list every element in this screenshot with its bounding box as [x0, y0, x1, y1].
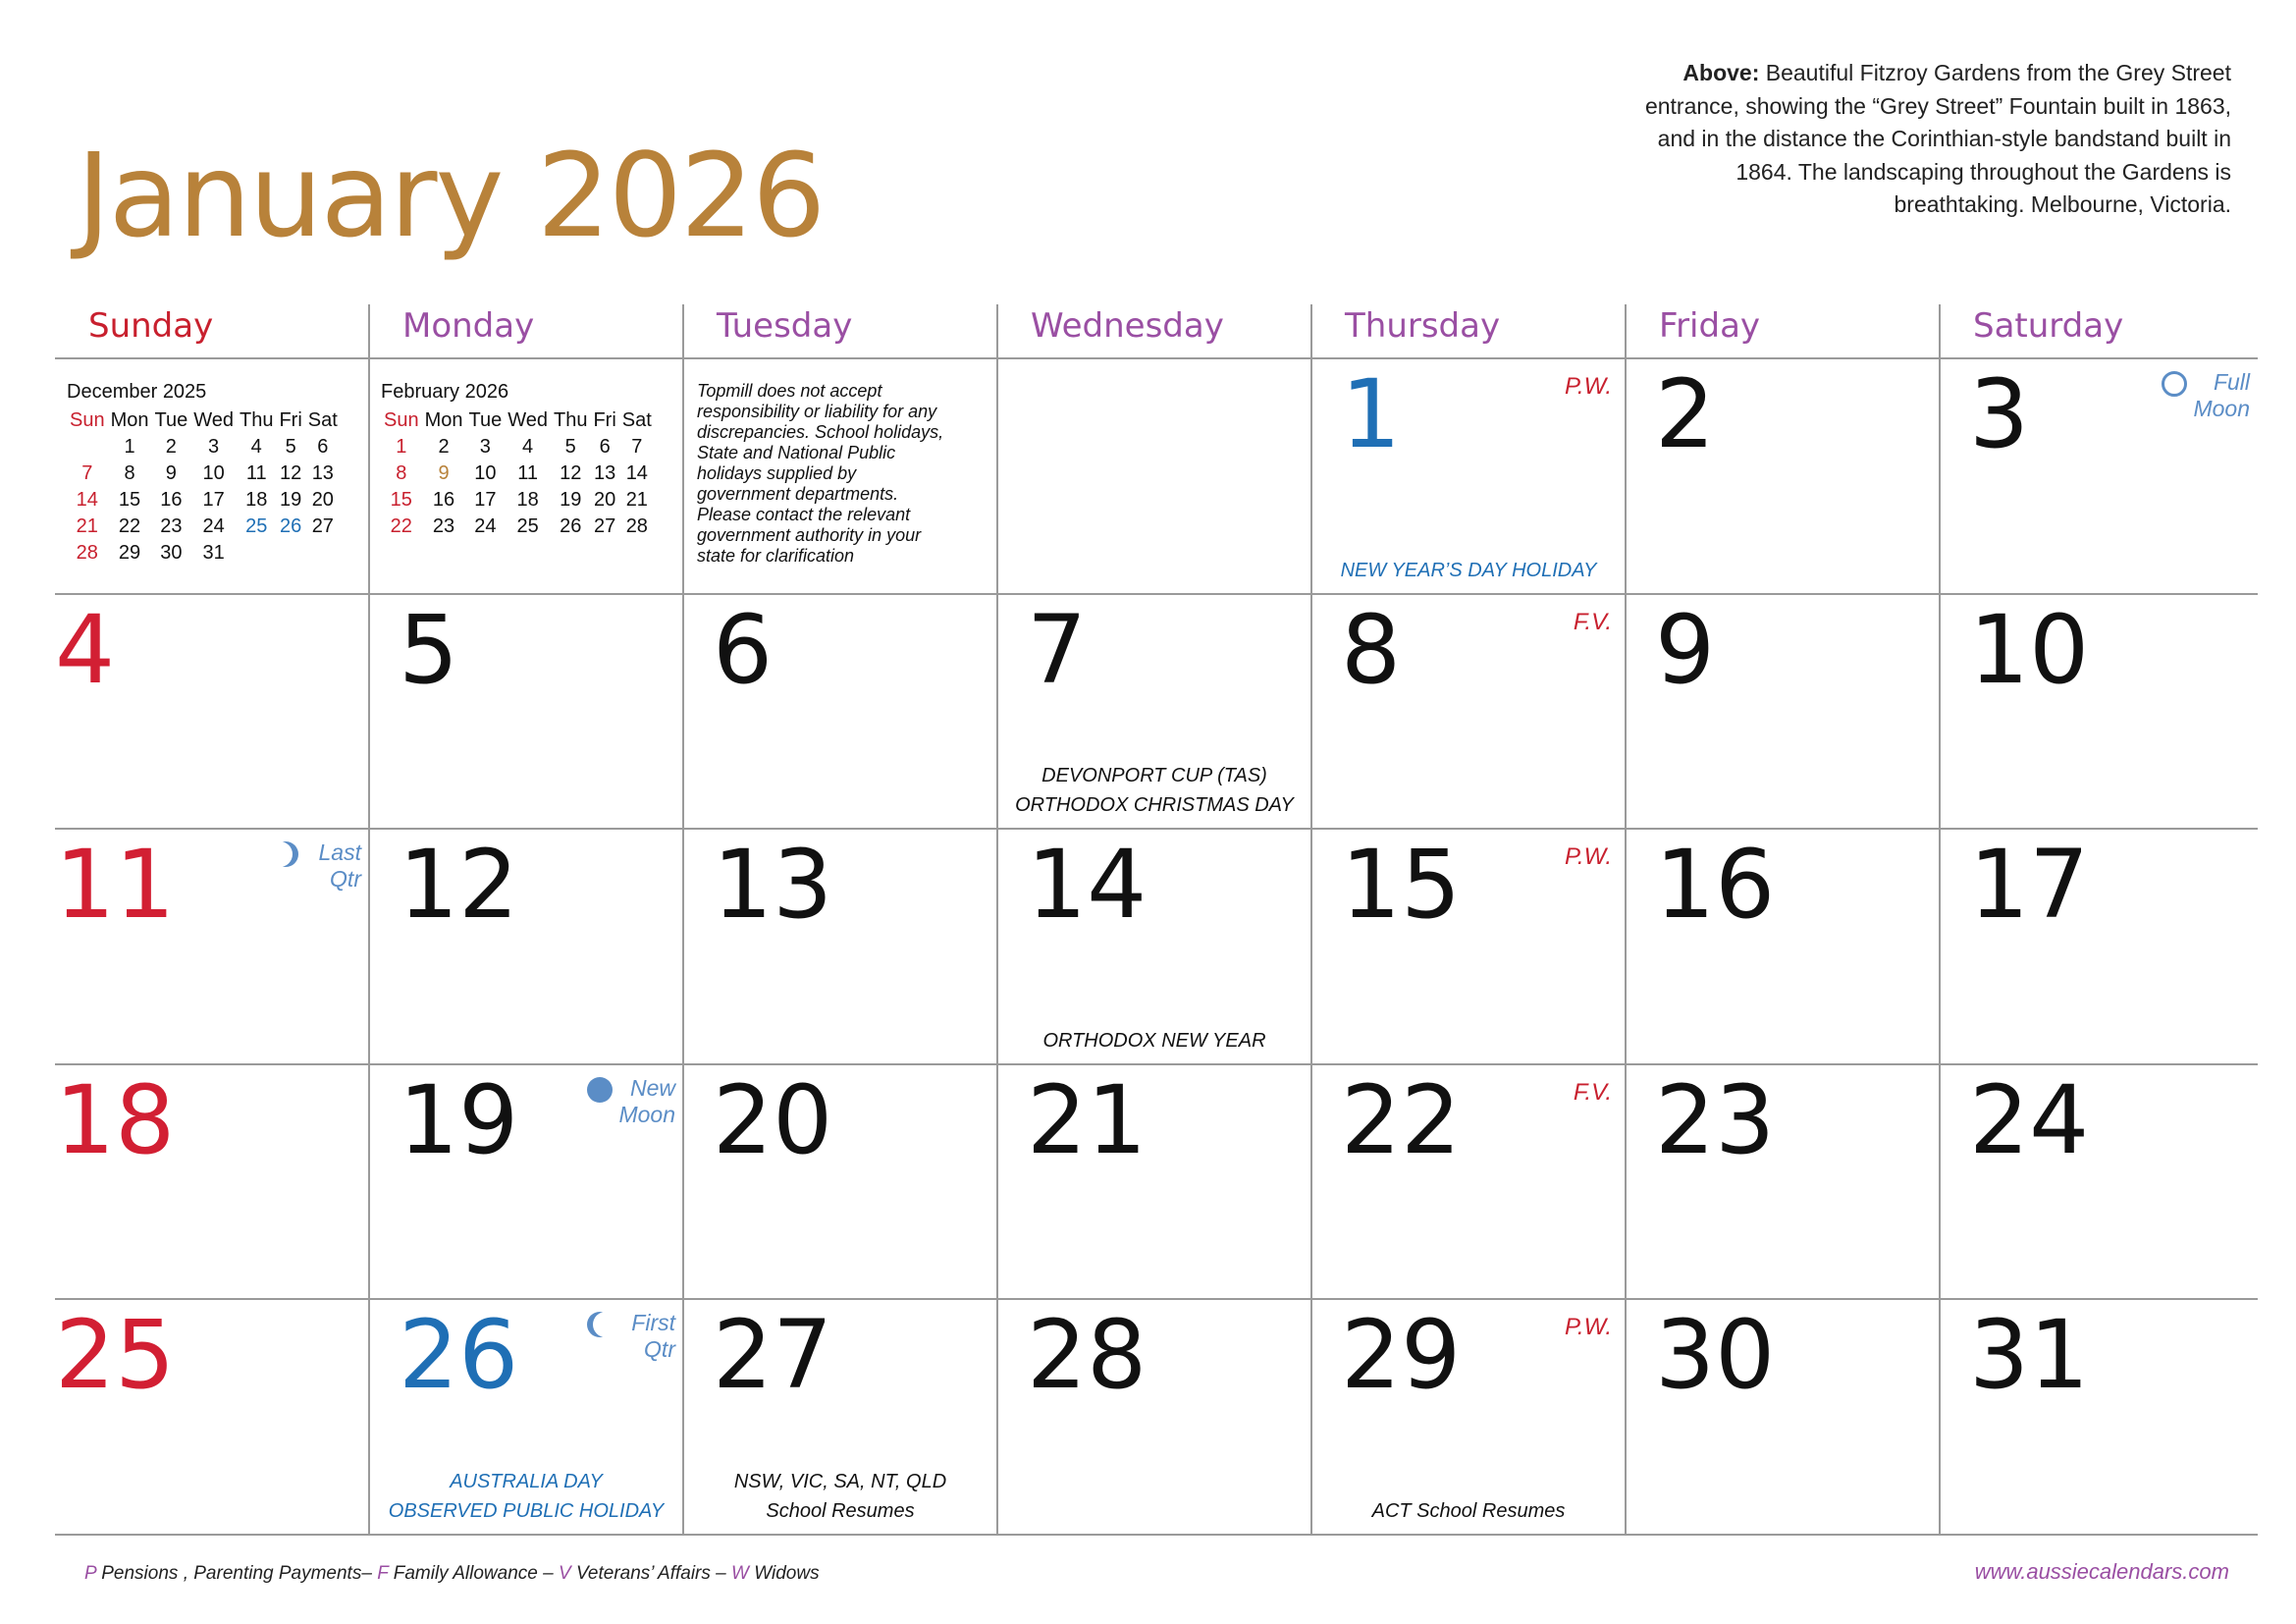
mini-day: 17 [202, 489, 225, 511]
mini-day: 10 [474, 462, 497, 484]
empty-cell [369, 357, 683, 593]
mini-day: 14 [76, 489, 98, 511]
mini-day: 23 [432, 515, 455, 537]
day-cell-25[interactable] [55, 1298, 369, 1534]
weekday-header-wednesday [997, 304, 1311, 359]
mini-day: 4 [250, 436, 262, 458]
weekday-header-friday [1626, 304, 1940, 359]
mini-day: 17 [474, 489, 497, 511]
day-cell-20[interactable] [683, 1063, 997, 1299]
photo-caption [1623, 57, 2231, 222]
moon-phase-label: New Moon [618, 1074, 675, 1127]
mini-weekday: Thu [554, 409, 588, 431]
day-number: 31 [1969, 1300, 2090, 1411]
caption-lead: Above: [1682, 60, 1760, 85]
mini-day: 8 [396, 462, 407, 484]
mini-day: 2 [438, 436, 450, 458]
day-number: 13 [713, 830, 833, 941]
mini-weekday: Tue [154, 409, 188, 431]
mini-day: 29 [118, 542, 141, 564]
empty-cell [997, 357, 1311, 593]
mini-day: 4 [522, 436, 534, 458]
mini-day: 13 [594, 462, 616, 484]
mini-day: 25 [516, 515, 539, 537]
mini-day: 11 [245, 462, 267, 484]
weekday-header-sunday [55, 304, 369, 359]
mini-day: 9 [438, 462, 450, 484]
mini-day: 19 [560, 489, 582, 511]
mini-day: 8 [124, 462, 135, 484]
mini-day: 10 [202, 462, 225, 484]
mini-day [276, 540, 304, 567]
disclaimer-text: Topmill does not accept responsibility or liability for any discrepancies. School holidays, State and National Public holidays supplied by government departments. Please contact the relevant government authority in your state for clarification [697, 381, 944, 566]
mini-weekday: Mon [110, 409, 149, 431]
mini-day: 18 [516, 489, 539, 511]
day-number: 1 [1341, 359, 1402, 469]
payment-legend [84, 1563, 820, 1585]
moon-last-icon [273, 841, 298, 867]
weekday-header-thursday [1311, 304, 1626, 359]
mini-weekday: Sun [70, 409, 105, 431]
mini-day: 11 [517, 462, 538, 484]
day-number: 20 [713, 1064, 833, 1175]
day-cell-21[interactable] [997, 1063, 1311, 1299]
mini-day [305, 540, 341, 567]
mini-day: 5 [285, 436, 296, 458]
holiday-note: NSW, VIC, SA, NT, QLD School Resumes [733, 1470, 947, 1522]
empty-cell [55, 357, 369, 593]
day-cell-7[interactable] [997, 593, 1311, 829]
day-cell-4[interactable] [55, 593, 369, 829]
day-number: 26 [399, 1300, 519, 1411]
day-number: 21 [1027, 1064, 1148, 1175]
moon-phase-label: Last Qtr [318, 839, 361, 893]
day-number: 18 [55, 1064, 176, 1175]
mini-weekday: Mon [424, 409, 463, 431]
mini-day: 19 [280, 489, 302, 511]
day-number: 2 [1655, 359, 1716, 469]
day-number: 14 [1027, 830, 1148, 941]
mini-calendar-next [381, 381, 655, 540]
weekday-header-tuesday [683, 304, 997, 359]
legend-key: W [731, 1563, 749, 1584]
moon-new-icon [587, 1077, 613, 1103]
mini-weekday: Sun [384, 409, 419, 431]
day-number: 10 [1969, 594, 2090, 705]
day-number: 11 [55, 830, 176, 941]
mini-day: 22 [118, 515, 141, 537]
payment-marker: P.W. [1564, 1314, 1612, 1341]
website-link[interactable]: www.aussiecalendars.com [1974, 1559, 2229, 1584]
mini-day: 23 [160, 515, 183, 537]
empty-cell [683, 357, 997, 593]
mini-day: 3 [208, 436, 220, 458]
page-title: January 2026 [77, 128, 825, 263]
payment-marker: F.V. [1573, 608, 1612, 635]
mini-calendar-prev [67, 381, 341, 567]
mini-day: 24 [202, 515, 225, 537]
mini-day: 24 [474, 515, 497, 537]
mini-calendar-title: February 2026 [381, 381, 509, 403]
mini-day: 28 [76, 542, 98, 564]
legend-key: P [84, 1563, 96, 1584]
mini-day: 20 [594, 489, 616, 511]
day-number: 4 [55, 594, 116, 705]
day-number: 19 [399, 1064, 519, 1175]
mini-day: 7 [631, 436, 643, 458]
day-cell-9[interactable] [1626, 593, 1940, 829]
mini-day: 6 [317, 436, 329, 458]
moon-phase-label: Full Moon [2193, 369, 2250, 421]
day-number: 9 [1655, 594, 1716, 705]
holiday-note: ORTHODOX NEW YEAR [1042, 1029, 1266, 1052]
mini-day: 22 [390, 515, 412, 537]
day-cell-17[interactable] [1940, 828, 2258, 1063]
holiday-note: DEVONPORT CUP (TAS) ORTHODOX CHRISTMAS DAY [1015, 765, 1294, 817]
caption-text: Beautiful Fitzroy Gardens from the Grey Street entrance, showing the “Grey Street” Fountain built in 1863, and in the distance the Corinthian-style bandstand built in 1864. The landscaping throughout the Gardens is breathtaking. Melbourne, Victoria. [1644, 60, 2231, 217]
calendar-grid [55, 304, 2258, 1536]
day-cell-16[interactable] [1626, 828, 1940, 1063]
mini-day: 25 [245, 515, 268, 537]
mini-weekday: Fri [279, 409, 302, 431]
day-cell-27[interactable] [683, 1298, 997, 1534]
day-cell-30[interactable] [1626, 1298, 1940, 1534]
mini-day: 14 [625, 462, 648, 484]
weekday-label: Monday [402, 306, 535, 346]
day-cell-6[interactable] [683, 593, 997, 829]
moon-phase-label: First Qtr [631, 1310, 675, 1363]
holiday-note: AUSTRALIA DAY OBSERVED PUBLIC HOLIDAY [388, 1470, 665, 1522]
mini-day: 5 [564, 436, 576, 458]
mini-day: 12 [280, 462, 302, 484]
day-number: 23 [1655, 1064, 1776, 1175]
mini-day: 27 [594, 515, 616, 537]
day-cell-8[interactable] [1311, 593, 1626, 829]
weekday-header-monday [369, 304, 683, 359]
day-number: 5 [399, 594, 459, 705]
mini-day: 30 [160, 542, 183, 564]
mini-day: 20 [311, 489, 334, 511]
weekday-label: Sunday [88, 306, 214, 346]
mini-day: 13 [311, 462, 334, 484]
day-number: 8 [1341, 594, 1402, 705]
mini-day: 16 [432, 489, 455, 511]
mini-day: 15 [390, 489, 412, 511]
weekday-label: Saturday [1973, 306, 2124, 346]
mini-day: 31 [202, 542, 225, 564]
legend-text: Family Allowance – [388, 1563, 559, 1584]
mini-weekday: Wed [193, 409, 234, 431]
mini-day: 27 [311, 515, 334, 537]
day-number: 28 [1027, 1300, 1148, 1411]
legend-text: Veterans’ Affairs – [570, 1563, 732, 1584]
day-cell-15[interactable] [1311, 828, 1626, 1063]
mini-day: 28 [625, 515, 648, 537]
mini-day: 7 [81, 462, 93, 484]
mini-weekday: Sat [307, 409, 338, 431]
day-cell-1[interactable] [1311, 357, 1626, 593]
moon-first-icon [587, 1312, 613, 1337]
holiday-note: NEW YEAR’S DAY HOLIDAY [1340, 559, 1597, 581]
mini-day: 1 [124, 436, 135, 458]
mini-weekday: Thu [240, 409, 274, 431]
legend-key: F [377, 1563, 389, 1584]
day-cell-22[interactable] [1311, 1063, 1626, 1299]
day-number: 24 [1969, 1064, 2090, 1175]
day-cell-11[interactable] [55, 828, 369, 1063]
legend-text: Pensions , Parenting Payments– [95, 1563, 378, 1584]
mini-day: 18 [245, 489, 268, 511]
day-cell-29[interactable] [1311, 1298, 1626, 1534]
day-cell-23[interactable] [1626, 1063, 1940, 1299]
mini-weekday: Fri [593, 409, 616, 431]
day-cell-5[interactable] [369, 593, 683, 829]
day-number: 27 [713, 1300, 833, 1411]
day-number: 6 [713, 594, 774, 705]
day-cell-19[interactable] [369, 1063, 683, 1299]
mini-day: 26 [280, 515, 302, 537]
day-number: 17 [1969, 830, 2090, 941]
day-cell-18[interactable] [55, 1063, 369, 1299]
day-cell-10[interactable] [1940, 593, 2258, 829]
moon-full-icon [2162, 371, 2187, 397]
day-cell-31[interactable] [1940, 1298, 2258, 1534]
mini-weekday: Sat [621, 409, 652, 431]
mini-day: 21 [76, 515, 98, 537]
day-number: 30 [1655, 1300, 1776, 1411]
mini-day: 21 [625, 489, 648, 511]
weekday-label: Friday [1659, 306, 1761, 346]
day-cell-26[interactable] [369, 1298, 683, 1534]
day-number: 25 [55, 1300, 176, 1411]
day-cell-3[interactable] [1940, 357, 2258, 593]
mini-day [67, 434, 108, 460]
mini-day: 3 [479, 436, 491, 458]
payment-marker: P.W. [1564, 843, 1612, 871]
day-number: 29 [1341, 1300, 1462, 1411]
payment-marker: P.W. [1564, 373, 1612, 400]
day-number: 3 [1969, 359, 2030, 469]
mini-day: 1 [396, 436, 407, 458]
mini-day: 2 [165, 436, 177, 458]
weekday-label: Tuesday [717, 306, 853, 346]
legend-key: V [558, 1563, 571, 1584]
day-cell-24[interactable] [1940, 1063, 2258, 1299]
weekday-label: Thursday [1345, 306, 1501, 346]
mini-weekday: Tue [468, 409, 503, 431]
mini-weekday: Wed [507, 409, 548, 431]
day-cell-2[interactable] [1626, 357, 1940, 593]
day-number: 15 [1341, 830, 1462, 941]
legend-text: Widows [748, 1563, 820, 1584]
day-cell-14[interactable] [997, 828, 1311, 1063]
mini-day: 6 [599, 436, 611, 458]
day-number: 12 [399, 830, 519, 941]
day-number: 22 [1341, 1064, 1462, 1175]
day-number: 16 [1655, 830, 1776, 941]
mini-calendar-title: December 2025 [67, 381, 207, 403]
holiday-note: ACT School Resumes [1371, 1499, 1566, 1522]
weekday-label: Wednesday [1031, 306, 1224, 346]
weekday-header-saturday [1940, 304, 2258, 359]
mini-day: 16 [160, 489, 183, 511]
day-cell-13[interactable] [683, 828, 997, 1063]
day-cell-12[interactable] [369, 828, 683, 1063]
mini-day: 12 [560, 462, 582, 484]
mini-day: 9 [165, 462, 177, 484]
payment-marker: F.V. [1573, 1078, 1612, 1106]
day-cell-28[interactable] [997, 1298, 1311, 1534]
mini-day: 26 [560, 515, 582, 537]
mini-day [237, 540, 276, 567]
mini-day: 15 [118, 489, 141, 511]
day-number: 7 [1027, 594, 1088, 705]
